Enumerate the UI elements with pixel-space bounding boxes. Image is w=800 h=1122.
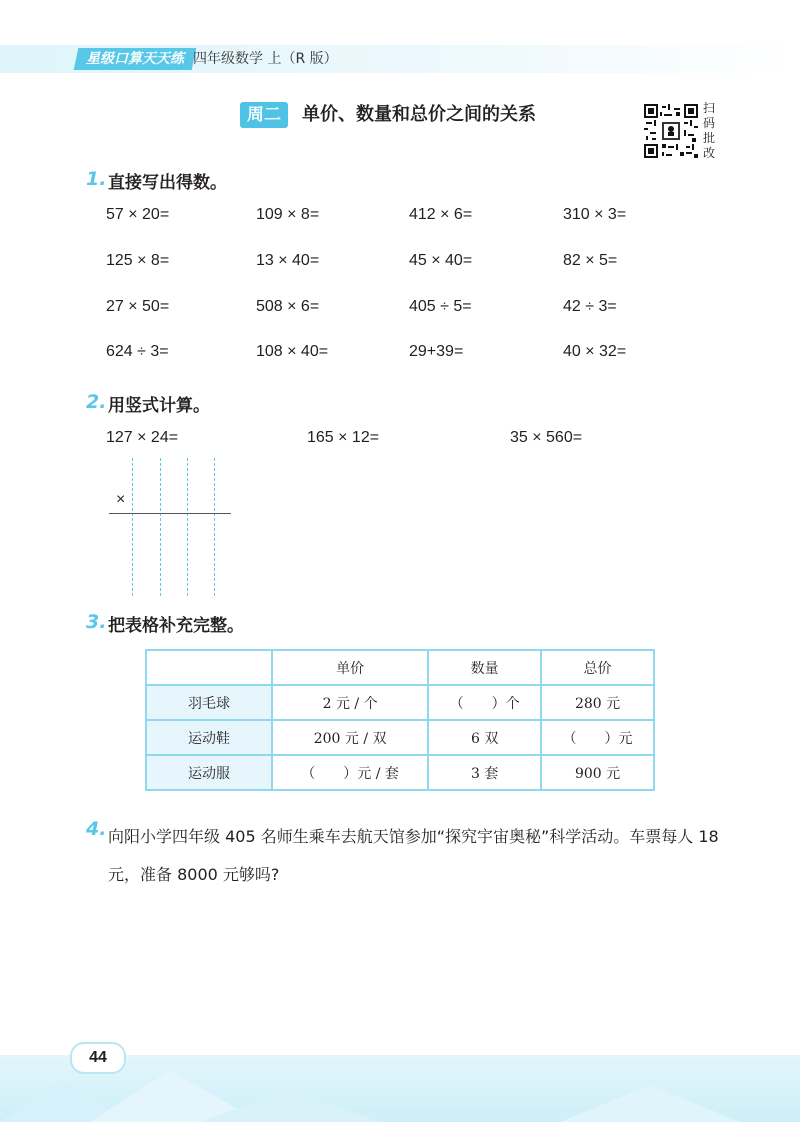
- grid-guide-line: [187, 458, 188, 596]
- q1-item: 45 × 40=: [409, 252, 473, 269]
- day-badge: 周二: [240, 102, 288, 128]
- table-row-label: 运动鞋: [146, 720, 272, 755]
- q2-item: 35 × 560=: [510, 429, 583, 446]
- q3-number: 3.: [86, 611, 107, 633]
- table-cell[interactable]: （ ）元 / 套: [272, 755, 428, 790]
- price-table: [145, 649, 655, 791]
- table-row: [146, 685, 654, 720]
- q1-item: 27 × 50=: [106, 298, 170, 315]
- table-cell: 2 元 / 个: [272, 685, 428, 720]
- q1-item: 40 × 32=: [563, 343, 627, 360]
- q1-item: 42 ÷ 3=: [563, 298, 617, 315]
- q2-title: 用竖式计算。: [108, 396, 210, 416]
- brand-tag: [74, 48, 197, 70]
- section-title: 单价、数量和总价之间的关系: [302, 104, 536, 125]
- q1-item: 405 ÷ 5=: [409, 298, 472, 315]
- answer-rule: [109, 513, 231, 514]
- qr-label: 扫码批改: [703, 101, 716, 160]
- brand-label: 星级口算天天练: [86, 51, 184, 67]
- grid-guide-line: [132, 458, 133, 596]
- q1-item: 624 ÷ 3=: [106, 343, 169, 360]
- q1-item: 82 × 5=: [563, 252, 618, 269]
- times-sign: ×: [116, 491, 126, 508]
- q1-item: 125 × 8=: [106, 252, 170, 269]
- q1-item: 412 × 6=: [409, 206, 473, 223]
- q1-item: 29+39=: [409, 343, 464, 360]
- table-row: [146, 755, 654, 790]
- q1-title: 直接写出得数。: [108, 173, 227, 193]
- q1-item: 109 × 8=: [256, 206, 320, 223]
- q1-item: 310 × 3=: [563, 206, 627, 223]
- book-title: 四年级数学 上（R 版）: [193, 51, 338, 67]
- q1-number: 1.: [86, 168, 107, 190]
- q4-number: 4.: [86, 818, 107, 840]
- table-header-cell: 单价: [272, 650, 428, 685]
- q1-item: 13 × 40=: [256, 252, 320, 269]
- table-cell: 3 套: [428, 755, 541, 790]
- q1-item: 57 × 20=: [106, 206, 170, 223]
- table-row: [146, 720, 654, 755]
- q1-item: 508 × 6=: [256, 298, 320, 315]
- qr-code-icon[interactable]: [644, 104, 698, 158]
- q2-item: 165 × 12=: [307, 429, 380, 446]
- table-header-row: [146, 650, 654, 685]
- table-cell: 280 元: [541, 685, 654, 720]
- q1-item: 108 × 40=: [256, 343, 329, 360]
- q3-title: 把表格补充完整。: [108, 616, 244, 636]
- table-cell: 900 元: [541, 755, 654, 790]
- table-row-label: 运动服: [146, 755, 272, 790]
- word-problem-text: 向阳小学四年级 405 名师生乘车去航天馆参加“探究宇宙奥秘”科学活动。车票每人 18 元，准备 8000 元够吗?: [108, 827, 719, 884]
- table-header-cell: [146, 650, 272, 685]
- table-cell: 200 元 / 双: [272, 720, 428, 755]
- table-row-label: 羽毛球: [146, 685, 272, 720]
- table-header-cell: 总价: [541, 650, 654, 685]
- table-cell[interactable]: （ ）个: [428, 685, 541, 720]
- table-cell[interactable]: （ ）元: [541, 720, 654, 755]
- q2-item: 127 × 24=: [106, 429, 179, 446]
- page-number: 44: [70, 1042, 126, 1074]
- q2-number: 2.: [86, 391, 107, 413]
- grid-guide-line: [214, 458, 215, 596]
- grid-guide-line: [160, 458, 161, 596]
- table-cell: 6 双: [428, 720, 541, 755]
- table-header-cell: 数量: [428, 650, 541, 685]
